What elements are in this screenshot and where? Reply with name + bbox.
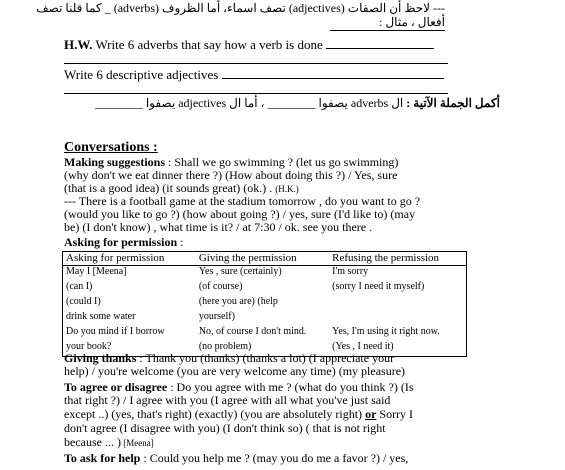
answer-blank <box>326 38 434 49</box>
answer-blank <box>222 68 444 79</box>
header-asking: Asking for permission <box>63 252 196 266</box>
suggestions-label: Making suggestions <box>64 155 166 169</box>
conversations-heading: Conversations : <box>64 140 158 155</box>
hw-adjectives-task: Write 6 descriptive adjectives <box>64 67 219 82</box>
permission-table <box>62 251 467 357</box>
header-giving: Giving the permission <box>196 252 329 266</box>
permission-heading: Asking for permission : <box>64 235 184 249</box>
permission-label: Asking for permission <box>64 235 178 249</box>
arabic-complete-sentence: ال adverbs يصفوا ________ ، أما ال adjectives يصفوا ________ <box>94 96 404 110</box>
table-row: your book? (no problem) (Yes , I need it) <box>66 341 394 352</box>
football-line3: be) (I don't know) , what time is it? / at 7:30 / ok. see you there . <box>64 220 373 234</box>
thanks-label: Giving thanks <box>64 351 137 365</box>
table-row: (can I) (of course) (sorry I need it myself) <box>66 281 425 292</box>
thanks-line2: help) / you're welcome (you are very welcome any time) (my pleasure) <box>64 364 406 378</box>
arabic-note-line1: --- لاحظ أن الصفات (adjectives) تصف اسماء، أما الظروف (adverbs) _ كما قلنا تصف <box>36 1 445 15</box>
table-row: (could I) (here you are) (help <box>66 296 278 307</box>
help-line1: To ask for help : Could you help me ? (may you do me a favor ?) / yes, <box>64 451 409 465</box>
help-label: To ask for help <box>64 451 141 465</box>
agree-line1: To agree or disagree : Do you agree with me ? (what do you think ?) (Is <box>64 380 414 394</box>
agree-label: To agree or disagree <box>64 380 168 394</box>
agree-line4: don't agree (I disagree with you) (I don't think so) ( that is not right <box>64 421 386 435</box>
arabic-note-line2: أفعال ، مثال : <box>379 15 445 29</box>
table-header-row <box>63 252 467 266</box>
hw-line2 <box>64 68 444 81</box>
arabic-complete-label: أكمل الجملة الآتية : <box>406 96 500 110</box>
table-row: Do you mind if I borrow No, of course I don't mind. Yes, I'm using it right now. <box>66 326 440 337</box>
hw-label: H.W. <box>64 37 93 52</box>
hw-line1 <box>64 38 434 51</box>
hk-note: (H.K.) <box>275 184 299 194</box>
football-line2: (would you like to go ?) (how about going ?) / yes, sure (I'd like to) (may <box>64 207 416 221</box>
answer-rule <box>330 30 445 31</box>
thanks-line1: Giving thanks : Thank you (thanks) (thanks a lot) (I appreciate your <box>64 351 395 365</box>
suggestions-line2: (why don't we eat dinner there ?) (How about doing this ?) / Yes, sure <box>64 168 398 182</box>
meena-note: [Meena] <box>120 438 154 448</box>
header-refusing: Refusing the permission <box>329 252 466 266</box>
answer-rule <box>64 63 448 64</box>
suggestions-line1: Making suggestions : Shall we go swimming ? (let us go swimming) <box>64 155 399 169</box>
or-word: or <box>365 407 377 421</box>
table-row: drink some water yourself) <box>66 311 235 322</box>
suggestions-line3: (that is a good idea) (it sounds great) (ok.) . (H.K.) <box>64 181 299 195</box>
answer-rule <box>64 93 448 94</box>
table-row: May I [Meena] Yes , sure (certainly) I'm sorry <box>66 266 369 277</box>
football-line1: --- There is a football game at the stadium tomorrow , do you want to go ? <box>64 194 421 208</box>
agree-line5: because ... ) [Meena] <box>64 435 154 449</box>
agree-line3: except ..) (yes, that's right) (exactly) (you are absolutely right) or Sorry I <box>64 407 414 421</box>
agree-line2: that right ?) / I agree with you (I agree with all what you've just said <box>64 393 391 407</box>
hw-adverbs-task: Write 6 adverbs that say how a verb is done <box>95 37 323 52</box>
arabic-complete-line <box>95 97 500 110</box>
